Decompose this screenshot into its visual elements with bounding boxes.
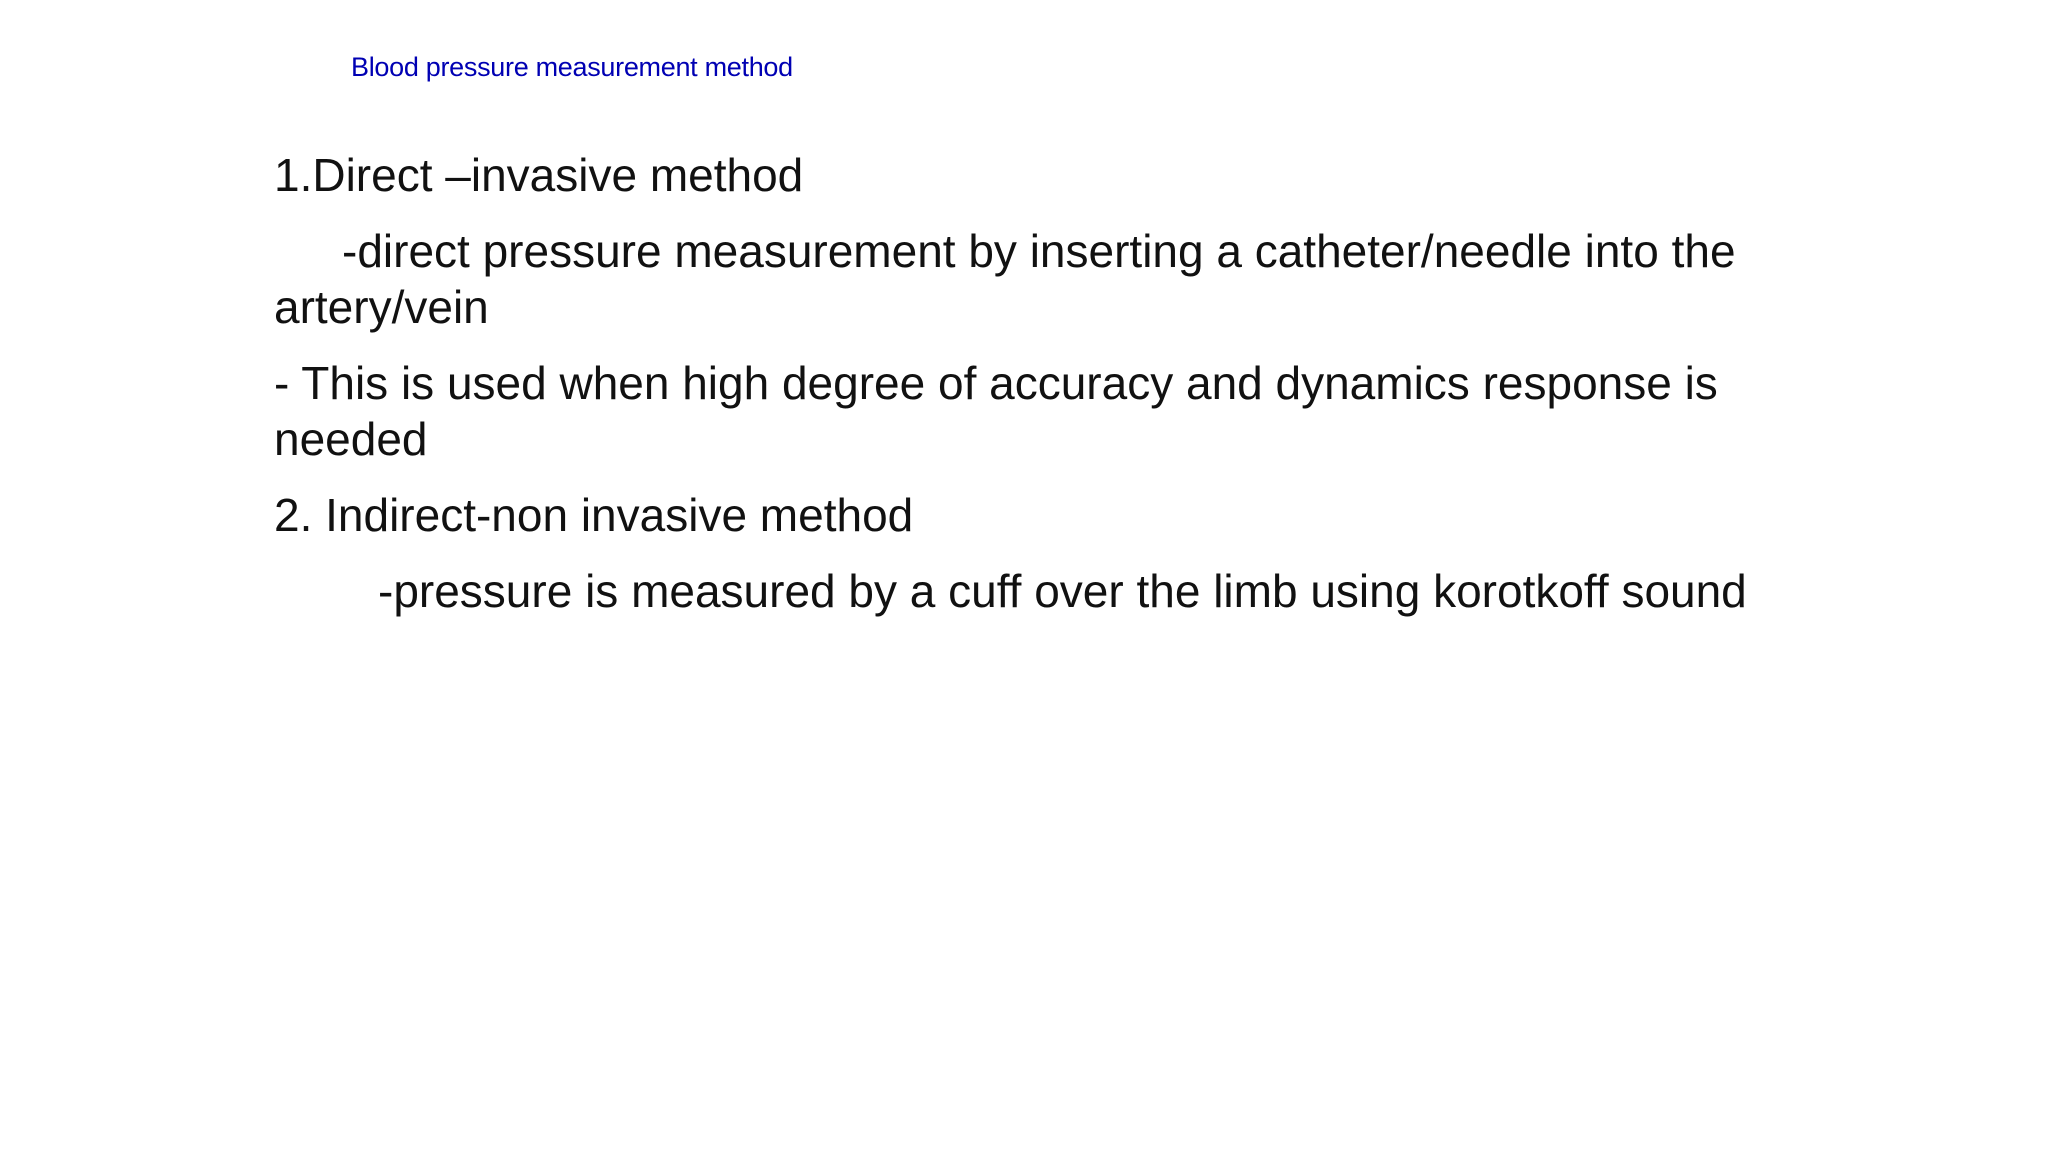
direct-method-description: -direct pressure measurement by inserting a catheter/needle into the artery/vein [274,225,1736,333]
direct-method-usage: - This is used when high degree of accuracy and dynamics response is needed [274,357,1718,465]
slide-title: Blood pressure measurement method [351,52,793,82]
indirect-method-description: -pressure is measured by a cuff over the limb using korotkoff sound [378,565,1747,617]
slide-body [274,147,1834,639]
heading-indirect-method: 2. Indirect-non invasive method [274,489,914,541]
heading-direct-method: 1.Direct –invasive method [274,149,804,201]
